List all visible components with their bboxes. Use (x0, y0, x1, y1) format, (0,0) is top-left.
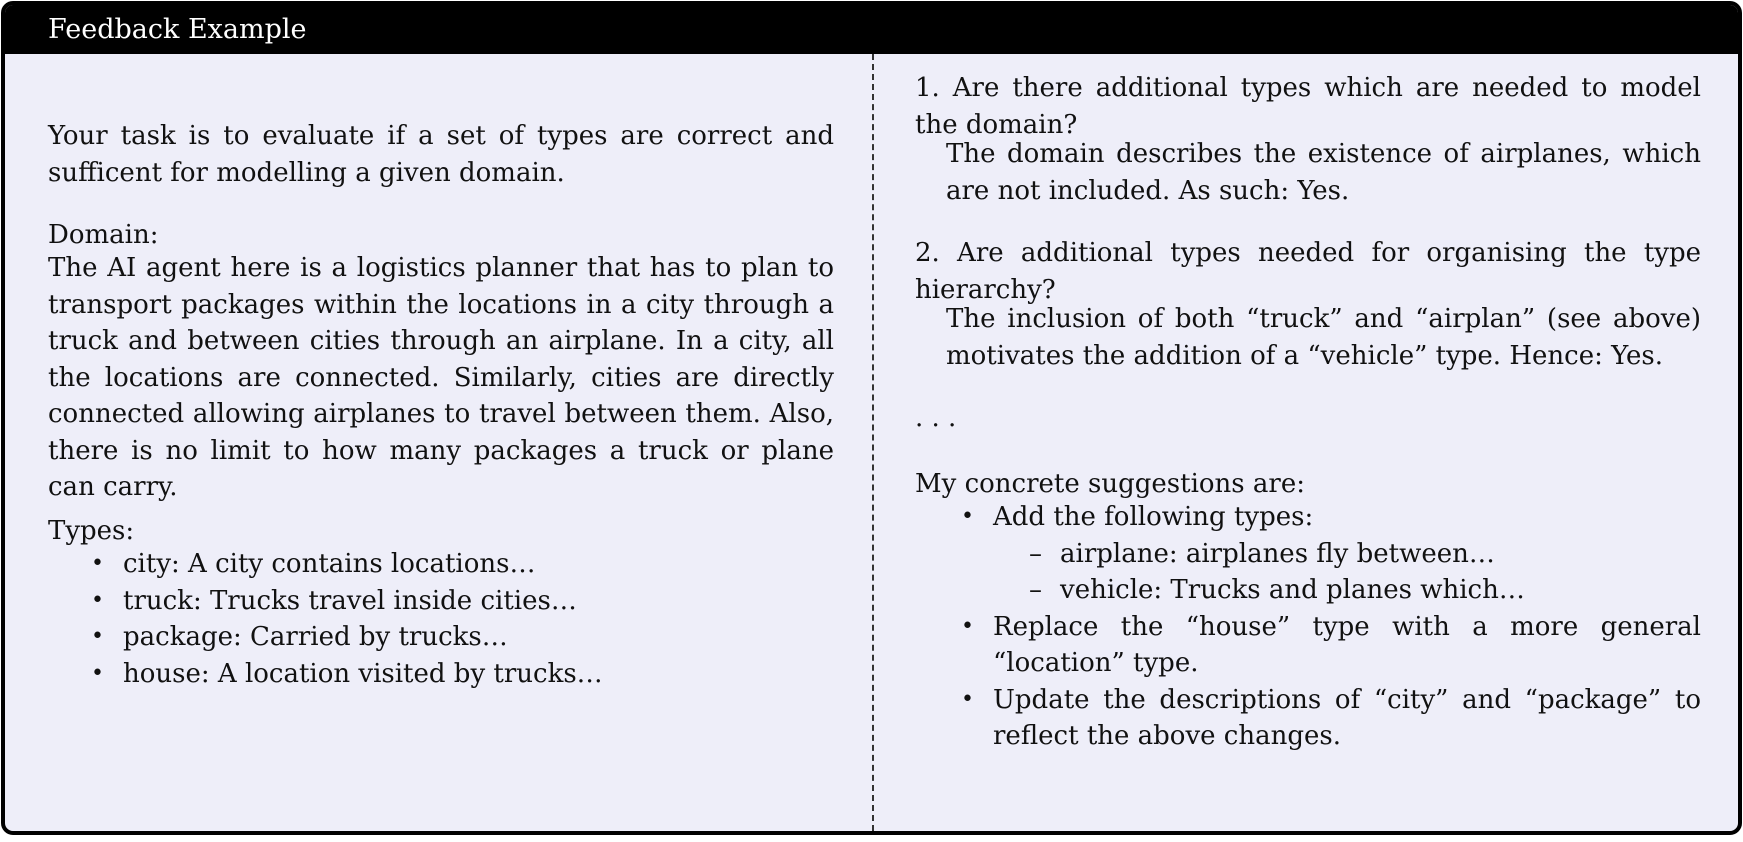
type-truck: truck: Trucks travel inside cities… (123, 585, 577, 616)
column-divider (872, 54, 874, 831)
domain-heading: Domain: (48, 220, 159, 250)
suggestion-add-types: Add the following types: (993, 502, 1314, 532)
ellipsis: . . . (915, 403, 957, 433)
list-item (993, 572, 1701, 609)
bullet-icon: • (91, 551, 104, 576)
task-intro: Your task is to evaluate if a set of types are correct and sufficent for modelling a given domain. (48, 121, 834, 188)
bullet-icon: • (961, 686, 974, 712)
bullet-icon: • (91, 660, 104, 686)
types-list (48, 546, 834, 692)
types-heading: Types: (48, 516, 135, 546)
suggestion-update: Update the descriptions of “city” and “package” to reflect the above changes. (993, 684, 1701, 751)
new-types-list (993, 536, 1701, 609)
box-title: Feedback Example (5, 5, 1738, 54)
bullet-icon: • (91, 624, 104, 649)
new-type-vehicle: vehicle: Trucks and planes which… (1060, 575, 1525, 605)
domain-description: The AI agent here is a logistics planner that has to plan to transport packages within the locations in a city through a truck and between cities through an airplane. In a city, all the locations are connected. Similarly, cities are directly connected allowing airplanes to travel between them. Also, there is no limit to how many packages a truck or plane can carry. (48, 253, 834, 502)
list-item (915, 682, 1701, 755)
dash-icon: – (1029, 538, 1042, 569)
list-item (915, 499, 1701, 609)
suggestion-replace: Replace the “house” type with a more general “location” type. (993, 611, 1701, 678)
type-city: city: A city contains locations… (123, 549, 536, 579)
bullet-icon: • (91, 587, 104, 613)
answer-1: The domain describes the existence of airplanes, which are not included. As such: Yes. (946, 139, 1701, 206)
type-package: package: Carried by trucks… (123, 622, 508, 652)
list-item (48, 619, 834, 656)
bullet-icon: • (961, 613, 974, 639)
dash-icon: – (1029, 575, 1042, 605)
suggestions-list (915, 499, 1701, 755)
suggestions-heading: My concrete suggestions are: (915, 469, 1305, 499)
answer-2: The inclusion of both “truck” and “airplan” (see above) motivates the addition of a “vehicle” type. Hence: Yes. (946, 304, 1701, 371)
question-2: 2. Are additional types needed for organising the type hierarchy? (915, 238, 1701, 305)
bullet-icon: • (961, 504, 974, 529)
list-item (48, 583, 834, 620)
list-item (993, 536, 1701, 573)
list-item (48, 546, 834, 583)
list-item (915, 609, 1701, 682)
question-1: 1. Are there additional types which are needed to model the domain? (915, 73, 1701, 140)
new-type-airplane: airplane: airplanes fly between… (1060, 538, 1495, 569)
type-house: house: A location visited by trucks… (123, 658, 603, 689)
list-item (48, 656, 834, 693)
feedback-example-box (1, 1, 1742, 835)
